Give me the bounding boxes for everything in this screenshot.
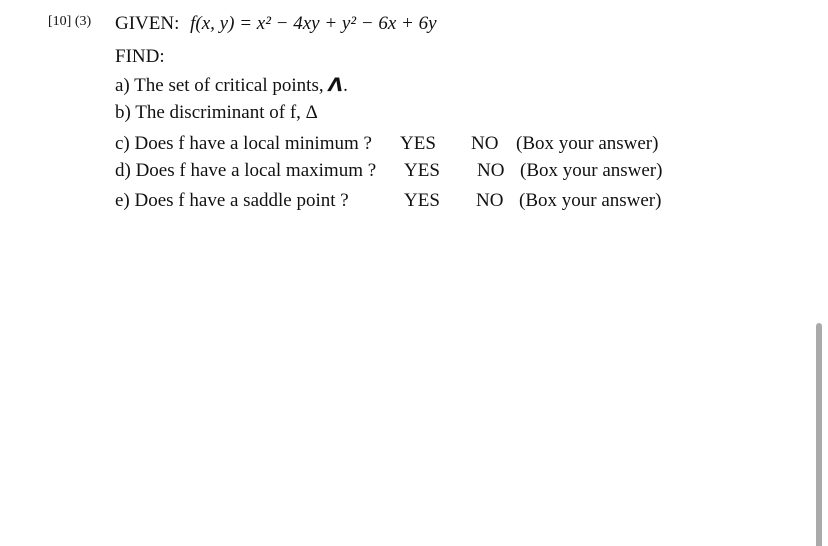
problem-number: [10] (3) — [48, 14, 92, 29]
item-c-note: (Box your answer) — [516, 133, 659, 154]
item-c-question: c) Does f have a local minimum ? — [115, 133, 372, 154]
item-d-note: (Box your answer) — [520, 160, 663, 181]
given-label: GIVEN: — [115, 13, 180, 34]
item-c-yes[interactable]: YES — [400, 133, 436, 154]
item-d-question: d) Does f have a local maximum ? — [115, 160, 377, 181]
lambda-symbol: Λ — [328, 74, 344, 96]
vertical-scrollbar[interactable] — [816, 323, 822, 546]
item-a-text: a) The set of critical points, — [115, 75, 329, 96]
item-d-yes[interactable]: YES — [404, 160, 440, 181]
find-label: FIND: — [115, 46, 165, 67]
item-a-end: . — [343, 75, 348, 96]
item-d-no[interactable]: NO — [477, 160, 505, 181]
item-b: b) The discriminant of f, Δ — [115, 102, 318, 123]
item-a — [115, 76, 348, 95]
item-e-note: (Box your answer) — [519, 190, 662, 211]
item-e-no[interactable]: NO — [476, 190, 504, 211]
given-line — [115, 14, 437, 33]
item-e-question: e) Does f have a saddle point ? — [115, 190, 349, 211]
item-e-yes[interactable]: YES — [404, 190, 440, 211]
function-expression: f(x, y) = x² − 4xy + y² − 6x + 6y — [190, 13, 437, 34]
item-c-no[interactable]: NO — [471, 133, 499, 154]
